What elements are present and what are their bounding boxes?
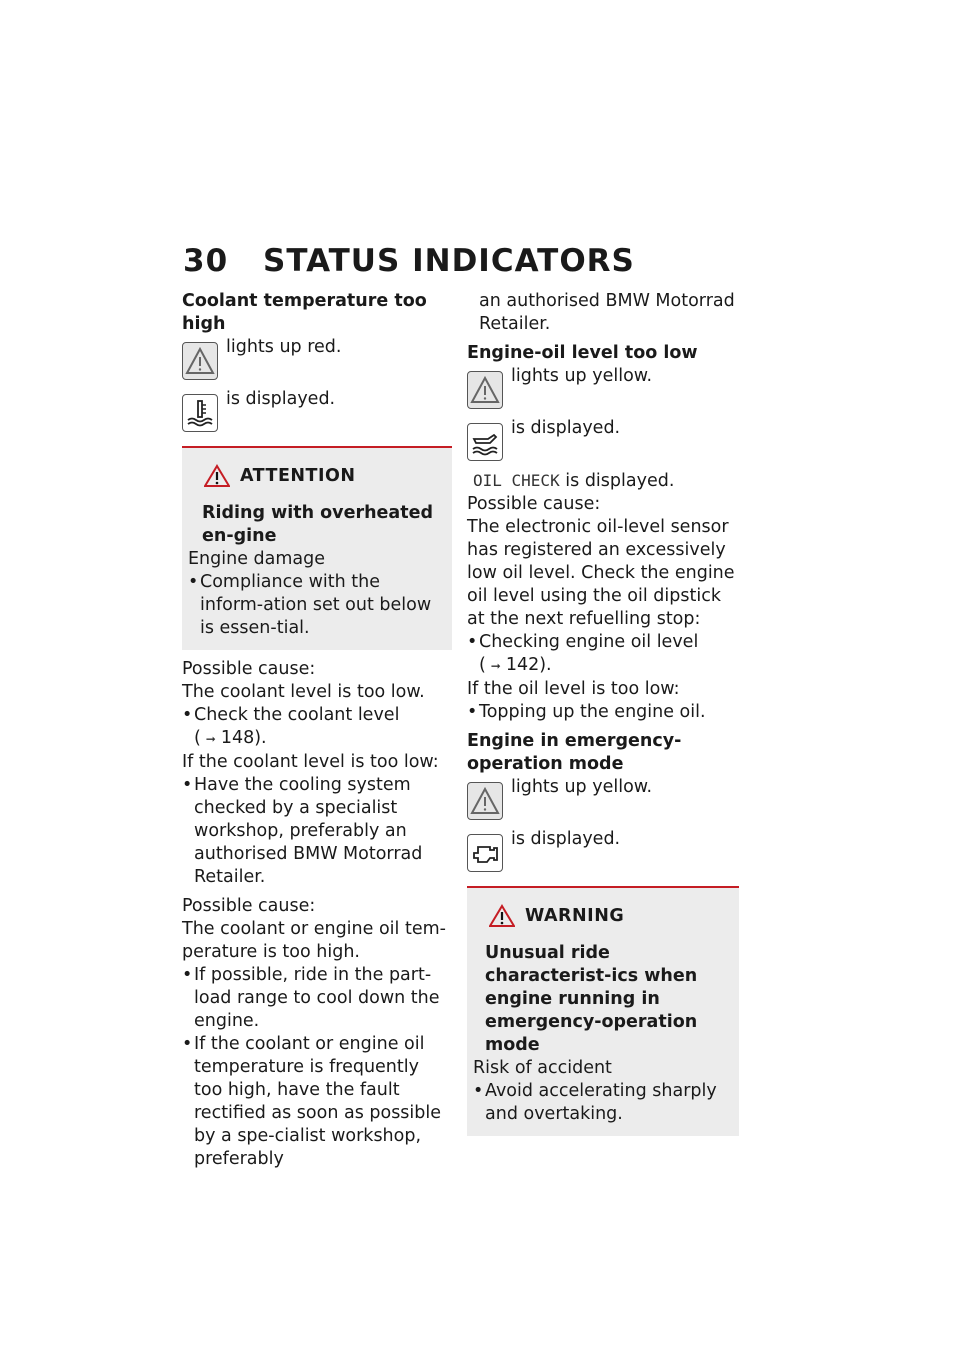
- list-item: • Topping up the engine oil.: [467, 701, 739, 724]
- indicator-row: [182, 388, 452, 440]
- warning-header: [489, 904, 733, 928]
- cause-text: The coolant or engine oil tem-perature is too high.: [182, 919, 446, 962]
- warning-subject: Unusual ride characterist-ics when engine running in emergency-operation mode: [485, 943, 698, 1055]
- warning-effect: Risk of accident: [473, 1058, 612, 1078]
- attention-title: ATTENTION: [240, 465, 356, 486]
- attention-bullet: • Compliance with the inform-ation set out below is essen-tial.: [188, 571, 446, 640]
- engine-check-icon: [467, 834, 503, 872]
- attention-box: [182, 446, 452, 650]
- condition-text: If the oil level is too low:: [467, 679, 680, 699]
- list-item: • If possible, ride in the part-load range to cool down the engine.: [182, 964, 452, 1033]
- warning-triangle-icon: [467, 782, 503, 820]
- display-code: OIL CHECK: [473, 471, 560, 490]
- warning-triangle-icon: [489, 904, 515, 928]
- cause-label: Possible cause:: [182, 659, 316, 679]
- indicator-text: is displayed.: [226, 389, 336, 409]
- page-number: 30: [183, 243, 229, 279]
- attention-header: [204, 464, 446, 488]
- warning-bullet: • Avoid accelerating sharply and overtaking.: [473, 1080, 733, 1126]
- display-message-row: [467, 469, 739, 493]
- cause-label: Possible cause:: [182, 896, 316, 916]
- list-item: [182, 704, 452, 727]
- indicator-row: [467, 776, 739, 828]
- page-reference-number: 142).: [505, 655, 552, 675]
- left-column: [182, 290, 452, 1171]
- arrow-right-icon: ➞: [205, 732, 216, 746]
- indicator-text: lights up yellow.: [511, 366, 653, 386]
- attention-effect: Engine damage: [188, 549, 326, 569]
- page-reference[interactable]: ( ➞ 148).: [182, 727, 452, 751]
- page-reference[interactable]: ( ➞ 142).: [467, 654, 739, 678]
- page-reference-number: 148).: [220, 728, 267, 748]
- indicator-text: is displayed.: [511, 829, 621, 849]
- list-item-text: Checking engine oil level: [479, 632, 699, 652]
- list-item: • If the coolant or engine oil temperature is frequently too high, have the fault rectified as soon as possible by a spe-cialist workshop, preferably: [182, 1033, 452, 1171]
- cause-text: The coolant level is too low.: [182, 682, 425, 702]
- warning-triangle-icon: [182, 342, 218, 380]
- page-header: [183, 243, 783, 279]
- warning-triangle-icon: [467, 371, 503, 409]
- list-item-text: Check the coolant level: [194, 705, 400, 725]
- coolant-temperature-icon: [182, 394, 218, 432]
- warning-box: [467, 886, 739, 1136]
- arrow-right-icon: ➞: [490, 659, 501, 673]
- oil-level-icon: [467, 423, 503, 461]
- condition-text: If the coolant level is too low:: [182, 752, 439, 772]
- page-title: STATUS INDICATORS: [263, 243, 635, 279]
- list-item: [467, 631, 739, 654]
- section-heading-engine-oil: Engine-oil level too low: [467, 343, 698, 363]
- section-heading-emergency-mode: Engine in emergency-operation mode: [467, 731, 682, 774]
- right-column: [467, 290, 739, 1144]
- indicator-text: is displayed.: [511, 418, 621, 438]
- indicator-row: [467, 365, 739, 417]
- display-message-text: is displayed.: [565, 471, 675, 491]
- section-heading-coolant: Coolant temperature too high: [182, 291, 427, 334]
- indicator-text: lights up red.: [226, 337, 342, 357]
- continued-text: an authorised BMW Motorrad Retailer.: [479, 291, 735, 334]
- indicator-row: [467, 828, 739, 880]
- cause-label: Possible cause:: [467, 494, 601, 514]
- indicator-row: [467, 417, 739, 469]
- cause-text: The electronic oil-level sensor has registered an excessively low oil level. Check the engine oil level using the oil dipstick at the next refuelling stop:: [467, 517, 735, 629]
- warning-triangle-icon: [204, 464, 230, 488]
- warning-title: WARNING: [525, 905, 625, 926]
- indicator-text: lights up yellow.: [511, 777, 653, 797]
- attention-subject: Riding with overheated en-gine: [202, 503, 433, 546]
- indicator-row: [182, 336, 452, 388]
- list-item: • Have the cooling system checked by a specialist workshop, preferably an authorised BMW Motorrad Retailer.: [182, 774, 452, 889]
